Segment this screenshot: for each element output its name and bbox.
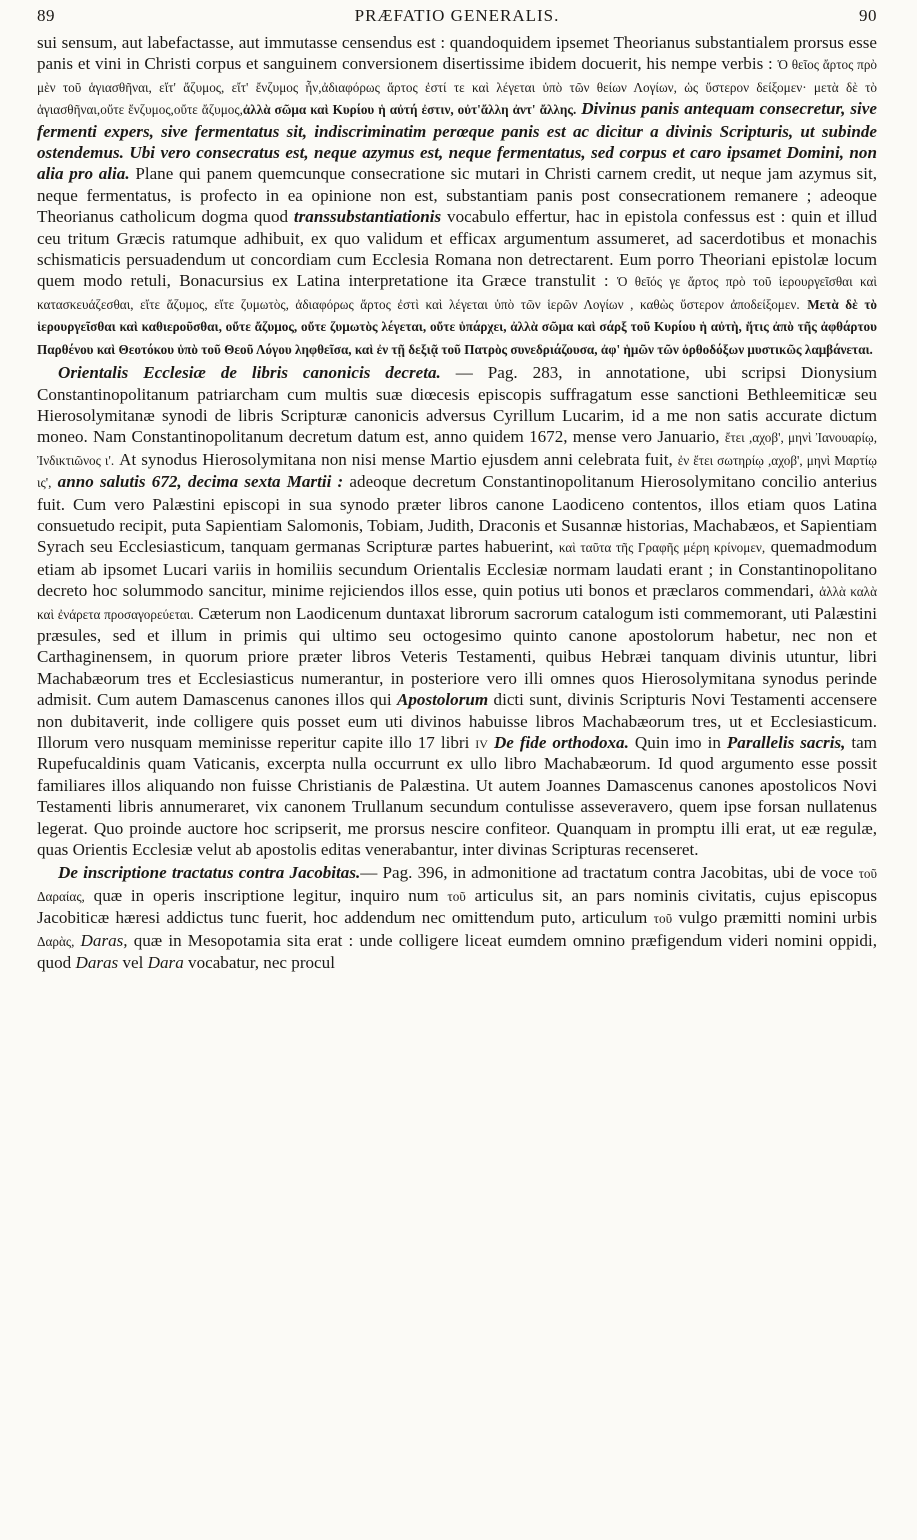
latin-text: Cæterum non Laodicenum duntaxat librorum sacrorum catalogum isti commemorant, uti Palæstini præsules, sed et illum in primis qui ultimo seu octogesimo quinto canone apostolorum habetur, nec non et Carthaginensem, in quorum priore præter libros Veteris Testamenti, quibus Hebræi tanquam divinis utuntur, libri Machabæorum tres et Ecclesiasticus numerantur, in posteriore vero illi omnes quos Hierosolymitana synodus perinde admisit. Cum autem Damascenus canones illos qui xyxy=(37,603,877,710)
date-text: anno salutis 672, decima sexta Martii : xyxy=(51,472,344,492)
latin-text: vocabulo effertur, hac in epistola confessus est : quin et illud ceu tritum Græcis ratumque adhibuit, ex quo validum et efficax argumentum assumeret, ad sacerdotibus et monachis schismaticis persuadendum ut concordiam cum Ecclesia Romana non detrectarent. Eum porro Theoriani epistolæ locum quem modo retuli, Bonacursius ex Latina interpretatione ita Græce transtulit : xyxy=(37,207,878,291)
emphasized-term: Apostolorum xyxy=(396,690,489,710)
latin-text: Plane qui panem quemcunque consecratione sic mutari in Christi carnem credit, ut neque jam azymus sit, neque fermentatus, is profecto in ea opinione non est, substantiam panis post consecrationem remanere ; adeoque Theorianus catholicum dogma quod xyxy=(37,164,877,227)
latin-text: tam Rupefucaldinis quam Vaticanis, excerpta nulla occurrunt ex ullo libro Machabæorum. Id quod argumento esse possit familiares illos aliquando non fuisse Christianis de Palæstina. Ut autem Joannes Damascenus canones apostolicos Novi Testamenti libris annumeraret, vix canonem Trullanum secundum contulisse asseveravero, quem ipse forsan nullatenus legerat. Quo proinde auctore hoc scripserit, me prorsus nescire confiteor. Quanquam in promptu illi erat, ut eæ regulæ, quas Orientis Ecclesiæ velut ab apostolis editas venerabantur, inter divinas Scripturas recenseret. xyxy=(37,733,877,860)
emphasized-term: transsubstantiationis xyxy=(293,207,442,227)
greek-quotation: Ὁ θεῖός γε ἄρτος πρὸ τοῦ ἱερουργεῖσθαι καὶ κατασκευάζεσθαι, εἴτε ἄζυμος, εἴτε ζυμωτὸς, ἀδιαφόρως ἄρτος ἐστὶ καὶ λέγεται ὑπὸ τῶν ἱερῶν Λογίων , καθὼς ὕστερον ἀποδείξομεν. xyxy=(37,274,877,312)
emphasized-term: Daras xyxy=(75,953,119,973)
latin-text: vocabatur, nec procul xyxy=(183,953,335,973)
latin-text: vulgo præmitti nomini urbis xyxy=(672,908,877,928)
latin-text: — Pag. 396, in admonitione ad tractatum contra Jacobitas, ubi de voce xyxy=(360,863,859,883)
greek-quotation: Ὁ θεῖος ἄρτος πρὸ μὲν τοῦ ἁγιασθῆναι, εἴτ' ἄζυμος, εἴτ' ἔνζυμος ἦν,ἀδιαφόρως ἄρτος ἐστί τε καὶ λέγεται ὑπὸ τῶν θείων Λογίων, ὡς ὕστερον δείξομεν· μετὰ δὲ τὸ ἁγιασθῆναι,οὔτε ἔνζυμος,οὔτε ἄζυμος, xyxy=(37,57,877,118)
greek-quotation: καὶ ταῦτα τῆς Γραφῆς μέρη κρίνομεν, xyxy=(558,540,766,556)
text-body xyxy=(37,32,877,973)
paragraph-jacobitas xyxy=(37,862,877,973)
latin-text: adeoque decretum Constantinopolitanum Hierosolymitano concilio anterius fuit. Cum vero Palæstini episcopi in sua synodo præter libros canone Laodiceno contentos, illos etiam quos Latina consuetudo recipit, puta Sapientiam Salomonis, Tobiam, Judith, Draconis et Susannæ historias, Machabæos, et Sapientiam Syrach seu Ecclesiasticum, tanquam germanas Scripturæ partes habuerint, xyxy=(37,472,877,557)
emphasized-term: Daras, xyxy=(80,930,128,950)
greek-word: τοῦ xyxy=(447,888,466,904)
emphasized-term: Dara xyxy=(147,953,184,973)
emphasized-term: Parallelis sacris, xyxy=(726,733,846,752)
greek-word: τοῦ xyxy=(653,911,673,927)
latin-translation: Divinus panis antequam consecretur, sive fermenti expers, sive fermentatus sit, indiscriminatim perœque panis est ac dicitur a divinis Scripturis, ut subinde ostendemus. Ubi vero consecratus est, neque azymus est, neque fermentatus, sed corpus et caro ipsamet Domini, non alia pro alia. xyxy=(37,99,877,184)
latin-text: vel xyxy=(118,953,148,973)
latin-text: articulus sit, an pars nominis civitatis, cujus episcopus Jacobiticæ hæresi addictus tunc fuerit, hoc addendum nec omittendum puto, articulum xyxy=(37,885,878,928)
greek-quotation: Μετὰ δὲ τὸ ἱερουργεῖσθαι καὶ καθιεροῦσθαι, οὔτε ἄζυμος, οὔτε ζυμωτὸς λέγεται, οὔτε ὑπάρχει, ἀλλὰ σῶμα καὶ σάρξ τοῦ Κυρίου ἡ αὐτὴ, ἥτις ἀπὸ τῆς ἀφθάρτου Παρθένου καὶ Θεοτόκου ὑπὸ τοῦ Θεοῦ Λόγου ληφθεῖσα, καὶ ἐν τῇ δεξιᾷ τοῦ Πατρὸς συνεδριάζουσα, ἀφ' ἡμῶν τῶν ὀρθοδόξων μυστικῶς λαμβάνεται. xyxy=(37,296,878,357)
latin-text: dicti sunt, divinis Scripturis Novi Testamenti accensere non dubitaverit, inde colligere quis posset eum uti divinos habuisse libros Machabæorum tres, ut et Ecclesiasticum. Illorum vero nusquam meminisse reperitur capite illo 17 libri xyxy=(37,690,877,752)
latin-text: quæ in Mesopotamia sita erat : unde colligere liceat eumdem omnino præfigendum videri nomini oppidi, quod xyxy=(37,930,877,973)
section-heading: Orientalis Ecclesiæ de libris canonicis decreta. xyxy=(58,363,441,383)
greek-quotation: ἐν ἔτει σωτηρίῳ ,αχοβ', μηνὶ Μαρτίῳ ις', xyxy=(37,452,877,491)
latin-text: Quin imo in xyxy=(628,733,727,752)
latin-text: quæ in operis inscriptione legitur, inquiro num xyxy=(84,885,448,905)
running-header xyxy=(37,6,877,32)
page-number-right: 90 xyxy=(858,6,877,25)
paragraph-canonical-books xyxy=(37,362,877,860)
greek-quotation: ἀλλὰ σῶμα καὶ Κυρίου ἡ αὐτή ἐστιν, οὐτ'ἄλλη ἀντ' ἄλλης. xyxy=(242,102,577,118)
latin-text: sui sensum, aut labefactasse, aut immutasse censendus est : quandoquidem ipsemet Theorianus substantialem prorsus esse panis et vini in Christi corpus et sanguinem conversionem disertissime ibidem docuerit, his nempe verbis : xyxy=(37,33,877,74)
greek-word: τοῦ Δαραίας, xyxy=(37,866,878,904)
greek-word: Δαρὰς, xyxy=(37,933,75,949)
page-number-left: 89 xyxy=(37,6,55,25)
book-number: iv xyxy=(475,733,488,752)
paragraph-theorianus xyxy=(37,32,877,360)
latin-text: At synodus Hierosolymitana non nisi mense Martio ejusdem anni celebrata fuit, xyxy=(114,449,678,469)
latin-text: — Pag. 283, in annotatione, ubi scripsi Dionysium Constantinopolitanum patriarcham cum multis suæ diœcesis episcopis suffragatum esse sanctioni Bethleemiticæ seu Hierosolymitanæ synodi de libris Scripturæ canonicis adversus Cyrillum Lucarim, id a me non satis accurate dictum moneo. Nam Constantinopolitanum decretum datum est, anno quidem 1672, mense vero Januario, xyxy=(37,363,877,447)
emphasized-term: De fide orthodoxa. xyxy=(493,733,629,752)
section-heading: De inscriptione tractatus contra Jacobitas. xyxy=(58,863,361,883)
latin-text: quemadmodum etiam ab ipsomet Lucari variis in homiliis secundum Orientalis Ecclesiæ normam laudati erant ; in Constantinopolitano decreto hoc solummodo sancitur, minime rejiciendos illos esse, quin potius uti bonos et præclaros commendari, xyxy=(37,537,878,601)
greek-quotation: ἀλλὰ καλὰ καὶ ἐνάρετα προσαγορεύεται. xyxy=(37,584,877,622)
greek-quotation: ἔτει ,αχοβ', μηνὶ Ἰανουαρίῳ, Ἰνδικτιῶνος ι'. xyxy=(37,430,878,468)
running-title: PRÆFATIO GENERALIS. xyxy=(354,6,560,25)
